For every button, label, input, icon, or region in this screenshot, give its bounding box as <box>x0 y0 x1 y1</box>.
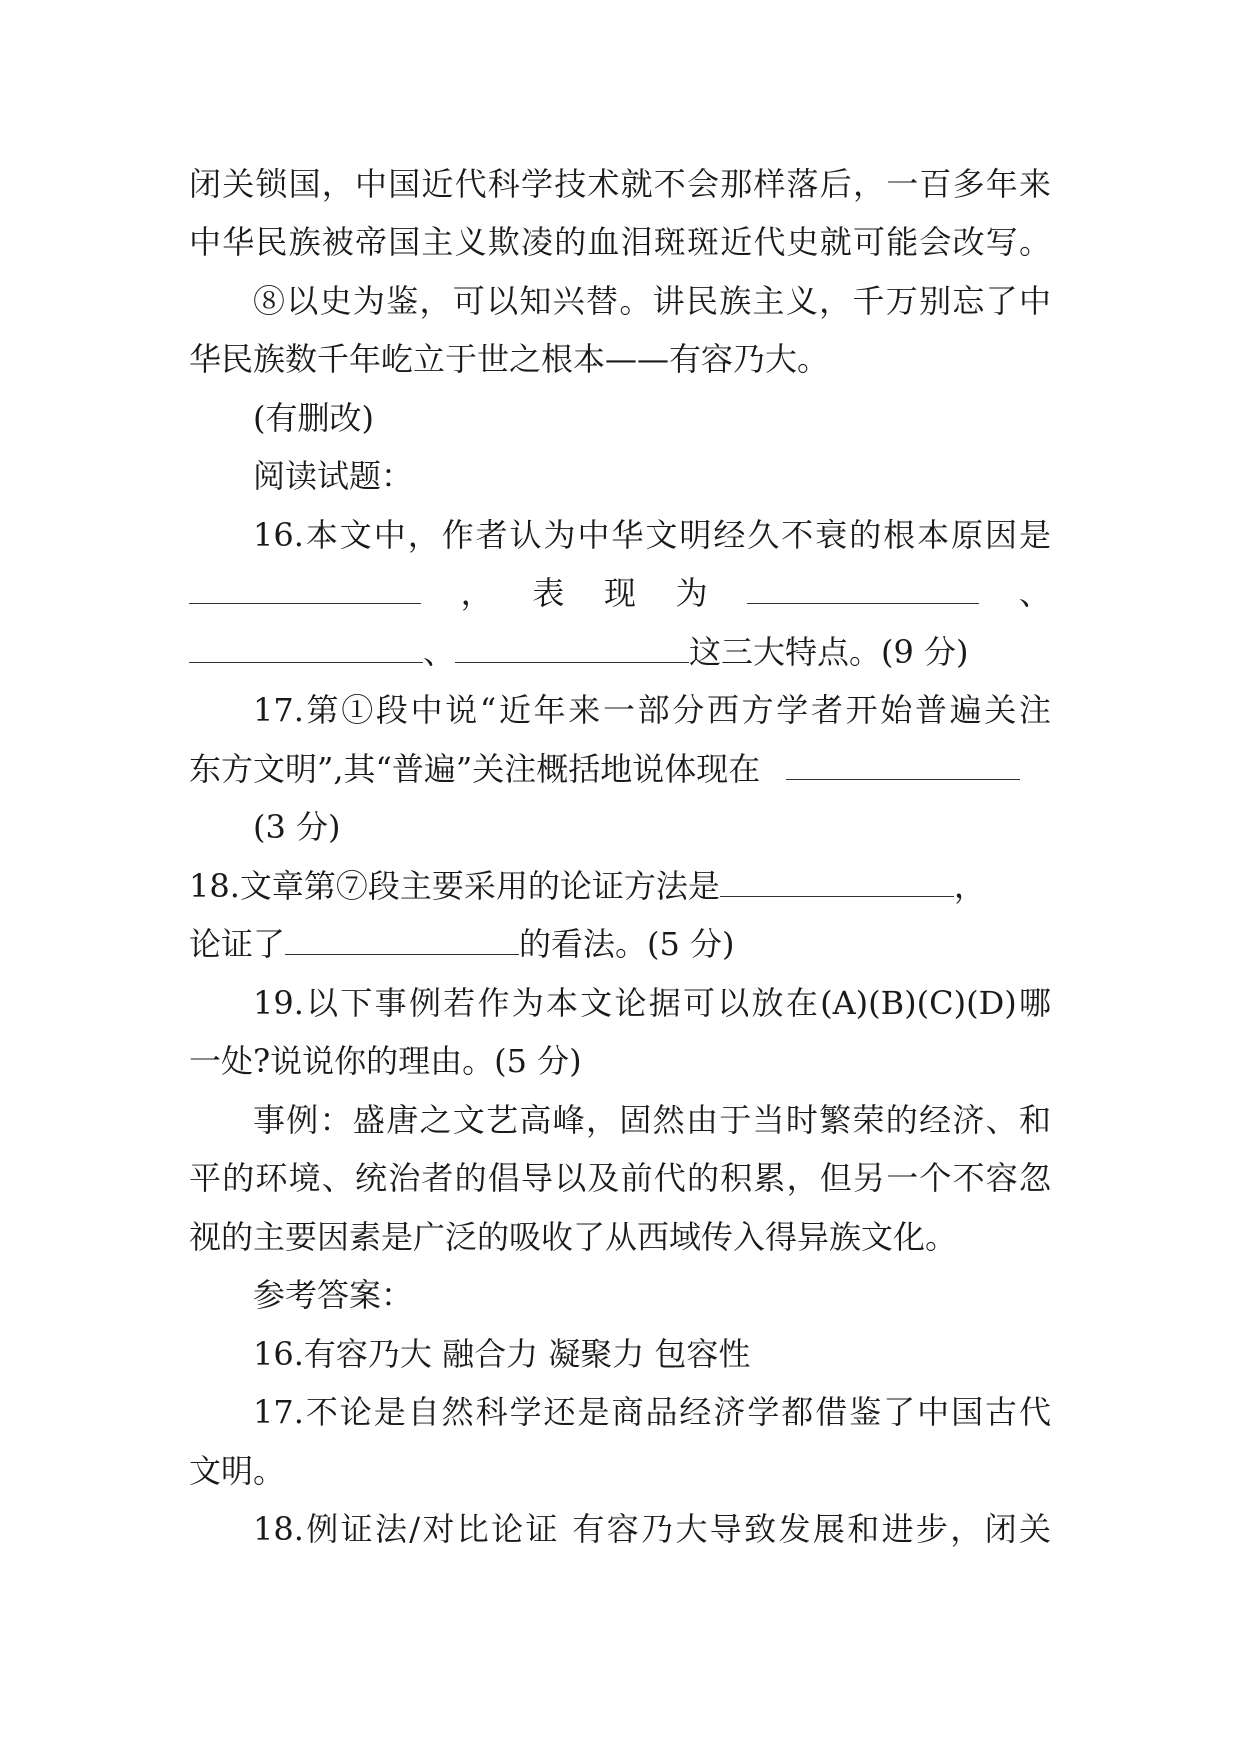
text-line: (有删改) <box>253 399 374 437</box>
answer-blank[interactable] <box>786 749 1020 780</box>
answer-blank[interactable] <box>455 632 689 663</box>
text-line: 18.例证法/对比论证 有容乃大导致发展和进步，闭关 <box>253 1510 1051 1548</box>
text-line: ⑧以史为鉴，可以知兴替。讲民族主义，千万别忘了中 <box>253 282 1051 320</box>
text-line: 阅读试题： <box>253 457 414 495</box>
text-line: 17.不论是自然科学还是商品经济学都借鉴了中国古代 <box>253 1393 1051 1431</box>
text-line: 闭关锁国，中国近代科学技术就不会那样落后，一百多年来 <box>189 165 1051 203</box>
text-line: 16.有容乃大 融合力 凝聚力 包容性 <box>253 1335 751 1373</box>
text-line: (3 分) <box>253 808 341 846</box>
text-line <box>189 563 1051 623</box>
text-line <box>189 856 1051 916</box>
text-fragment: 、 <box>423 633 456 671</box>
text-line: 平的环境、统治者的倡导以及前代的积累，但另一个不容忽 <box>189 1159 1051 1197</box>
answer-blank[interactable] <box>189 573 421 604</box>
text-fragment: 的看法。(5 分) <box>519 925 735 963</box>
text-fragment: 这三大特点。(9 分) <box>689 633 969 671</box>
text-fragment: 现 <box>603 574 676 612</box>
text-line: 中华民族被帝国主义欺凌的血泪斑斑近代史就可能会改写。 <box>189 223 1051 261</box>
text-fragment: 、 <box>979 574 1051 612</box>
text-line: 一处?说说你的理由。(5 分) <box>189 1042 582 1080</box>
text-fragment: ， <box>953 867 986 905</box>
text-fragment: 为 <box>675 574 748 612</box>
answer-blank[interactable] <box>189 632 423 663</box>
answer-blank[interactable] <box>747 573 979 604</box>
text-line: 16.本文中，作者认为中华文明经久不衰的根本原因是 <box>253 516 1051 554</box>
text-line: 17.第①段中说“近年来一部分西方学者开始普遍关注 <box>253 691 1051 729</box>
text-line: 视的主要因素是广泛的吸收了从西域传入得异族文化。 <box>189 1218 958 1256</box>
text-line: 文明。 <box>189 1452 286 1490</box>
text-fragment: 论证了 <box>189 925 286 963</box>
text-line: 19.以下事例若作为本文论据可以放在(A)(B)(C)(D)哪 <box>253 984 1051 1022</box>
answer-blank[interactable] <box>720 866 954 897</box>
text-line <box>189 914 1051 974</box>
text-fragment: 18.文章第⑦段主要采用的论证方法是 <box>189 867 720 905</box>
text-fragment: 东方文明”,其“普遍”关注概括地说体现在 <box>189 750 761 788</box>
text-line: 参考答案： <box>253 1276 414 1314</box>
answer-blank[interactable] <box>285 924 519 955</box>
text-fragment: ， <box>421 574 533 612</box>
text-line: 事例：盛唐之文艺高峰，固然由于当时繁荣的经济、和 <box>253 1101 1051 1139</box>
text-line <box>189 739 1051 799</box>
text-line <box>189 622 1051 682</box>
text-line: 华民族数千年屹立于世之根本——有容乃大。 <box>189 340 830 378</box>
text-fragment: 表 <box>532 574 604 612</box>
